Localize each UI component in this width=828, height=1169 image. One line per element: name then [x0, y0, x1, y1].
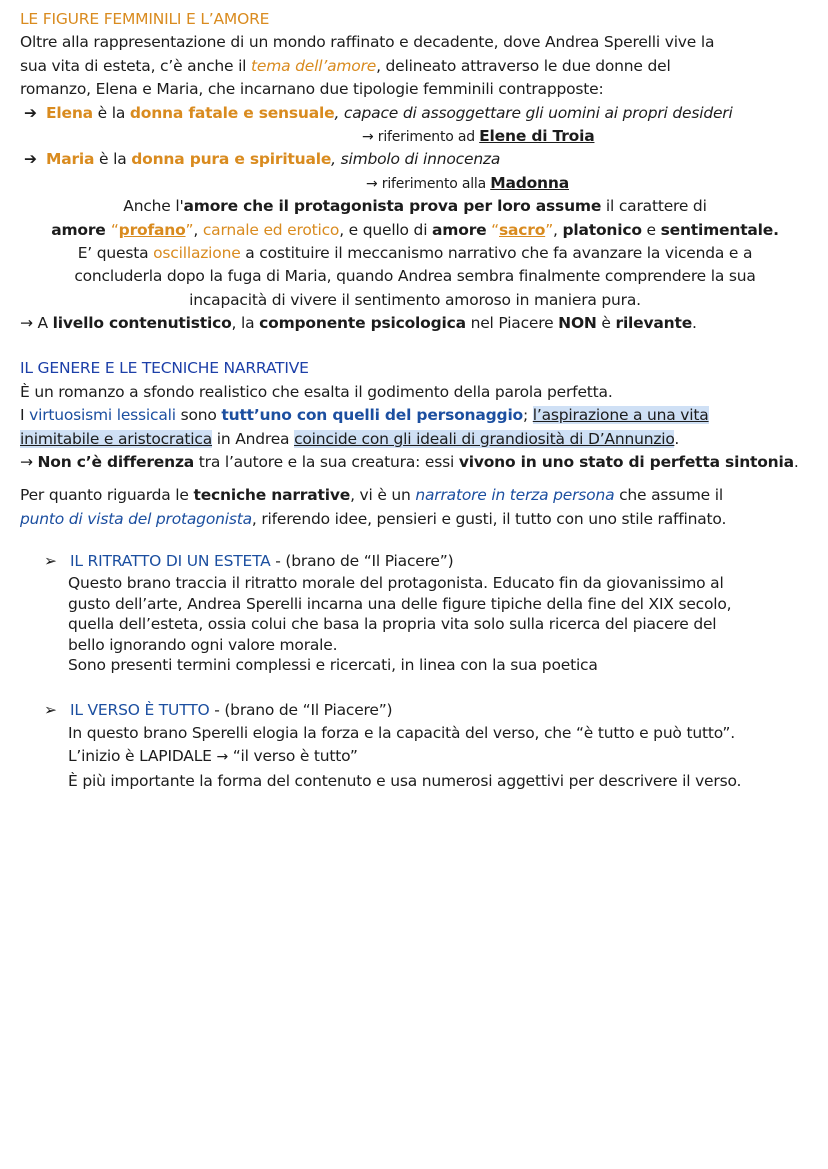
paragraph-line [20, 484, 810, 507]
text: , delineato attraverso le due donne del [376, 56, 671, 75]
paragraph-line [20, 55, 810, 78]
text-bold: amore [51, 220, 111, 239]
paragraph-block [20, 573, 810, 676]
paragraph-line [20, 404, 810, 427]
highlight-inimitabile: inimitabile e aristocratica [20, 429, 213, 448]
text: è la [92, 103, 130, 122]
document-page [20, 8, 810, 793]
text-bold: NON [558, 314, 597, 333]
text-bold: livello contenutistico [52, 314, 232, 333]
text: “ [486, 220, 500, 239]
paragraph-line: Oltre alla rappresentazione di un mondo raffinato e decadente, dove Andrea Sperelli vive la [20, 33, 715, 52]
subsection-ritratto-esteta [20, 549, 810, 573]
subsection-title: IL RITRATTO DI UN ESTETA [70, 552, 271, 571]
highlight-aspirazione: l’aspirazione a una vita [532, 406, 709, 425]
text: che assume il [614, 486, 723, 505]
triangle-bullet-icon: ➢ [44, 552, 57, 571]
term-virtuosismi: virtuosismi lessicali [29, 406, 176, 425]
text: “il verso è tutto” [227, 747, 358, 766]
paragraph-line: È un romanzo a sfondo realistico che esalta il godimento della parola perfetta. [20, 382, 613, 401]
text-bold: tecniche narrative [193, 486, 351, 505]
text: ” [545, 220, 554, 239]
text: - [270, 552, 286, 571]
text: , vi è un [350, 486, 416, 505]
term-sentimentale: sentimentale. [660, 220, 779, 239]
paragraph-line: È più importante la forma del contenuto e usa numerosi aggettivi per descrivere il verso. [68, 771, 742, 790]
paragraph-line [20, 312, 810, 335]
paragraph-line: In questo brano Sperelli elogia la forza e la capacità del verso, che “è tutto e può tutto”. [68, 723, 735, 742]
paragraph-line: romanzo, Elena e Maria, che incarnano due tipologie femminili contrapposte: [20, 80, 604, 99]
text: ” [185, 220, 194, 239]
text: (brano de “Il Piacere”) [224, 700, 393, 719]
text: è [596, 314, 616, 333]
paragraph-line: Sono presenti termini complessi e ricercati, in linea con la sua poetica [68, 656, 598, 675]
name-maria: Maria [46, 150, 95, 169]
paragraph-line: incapacità di vivere il sentimento amoroso in maniera pura. [189, 290, 641, 309]
text: “ [110, 220, 119, 239]
text: I [20, 406, 30, 425]
text: nel Piacere [465, 314, 559, 333]
text: , e quello di [339, 220, 433, 239]
text: . [674, 429, 680, 448]
text: , [553, 220, 563, 239]
type-elena: donna fatale e sensuale [129, 103, 335, 122]
text: è la [94, 150, 132, 169]
paragraph-line [20, 219, 810, 242]
name-elena: Elena [46, 103, 93, 122]
text-bold: componente psicologica [259, 314, 466, 333]
paragraph-line [20, 195, 810, 218]
paragraph-line: concluderla dopo la fuga di Maria, quando Andrea sembra finalmente comprendere la sua [74, 267, 756, 286]
text: Per quanto riguarda le [20, 486, 194, 505]
spacer [20, 676, 810, 698]
desc-elena: , capace di assoggettare gli uomini ai propri desideri [334, 103, 733, 122]
paragraph-line [68, 745, 810, 770]
paragraph-line: quella dell’esteta, ossia colui che basa la propria vita solo sulla ricerca del piacere del [68, 615, 717, 634]
text-bold: rilevante [615, 314, 693, 333]
paragraph-line: Questo brano traccia il ritratto morale del protagonista. Educato fin da giovanissimo al [68, 574, 724, 593]
ref-elene-di-troia: Elene di Troia [479, 126, 595, 145]
bullet-elena [20, 102, 810, 125]
text: → riferimento ad [362, 128, 480, 145]
text: a costituire il meccanismo narrativo che fa avanzare la vicenda e a [240, 243, 753, 262]
reference-elena [20, 125, 810, 148]
text: → A [20, 314, 53, 333]
bullet-maria [20, 148, 810, 171]
arrow-icon: → [216, 749, 228, 766]
text: sono [175, 406, 222, 425]
spacer [20, 474, 810, 484]
text: e [641, 220, 661, 239]
text: tra l’autore e la sua creatura: essi [194, 453, 459, 472]
paragraph-line [20, 451, 810, 474]
paragraph-block [20, 722, 810, 794]
type-maria: donna pura e spirituale [131, 150, 332, 169]
text-bold: amore che il protagonista prova per loro assume [183, 197, 602, 216]
text: sua vita di esteta, c’è anche il [20, 56, 252, 75]
text: . [793, 453, 799, 472]
subsection-title: IL VERSO È TUTTO [70, 700, 210, 719]
paragraph-line [20, 508, 810, 531]
paragraph-line [20, 242, 810, 265]
reference-maria [20, 172, 810, 195]
spacer [20, 531, 810, 549]
text-bold: vivono in uno stato di perfetta sintonia [458, 453, 794, 472]
paragraph-line [20, 428, 810, 451]
triangle-bullet-icon: ➢ [44, 700, 57, 719]
text: → [20, 453, 38, 472]
text-bold: amore [432, 220, 487, 239]
text: Anche l' [123, 197, 184, 216]
term-profano: profano [118, 220, 186, 239]
arrow-right-icon: ➔ [24, 150, 37, 169]
term-sacro: sacro [499, 220, 546, 239]
text: . [692, 314, 697, 333]
text: L’inizio è LAPIDALE [68, 747, 217, 766]
text-bold: Non c’è differenza [37, 453, 195, 472]
text: in Andrea [212, 429, 295, 448]
term-punto-di-vista: punto di vista del protagonista [20, 509, 252, 528]
text: ; [523, 406, 533, 425]
subsection-verso-tutto [20, 698, 810, 722]
term-tuttuno: tutt’uno con quelli del personaggio [221, 406, 524, 425]
text: il carattere di [601, 197, 707, 216]
section-title-genere-tecniche: IL GENERE E LE TECNICHE NARRATIVE [20, 359, 309, 378]
text: E’ questa [77, 243, 154, 262]
ref-madonna: Madonna [490, 173, 569, 192]
spacer [20, 335, 810, 357]
text: → riferimento alla [366, 175, 491, 192]
text: - [209, 700, 225, 719]
paragraph-line: gusto dell’arte, Andrea Sperelli incarna una delle figure tipiche della fine del XIX secolo, [68, 594, 732, 613]
term-narratore: narratore in terza persona [415, 486, 615, 505]
term-platonico: platonico [562, 220, 642, 239]
desc-maria: , simbolo di innocenza [331, 150, 501, 169]
text: , la [231, 314, 260, 333]
text: , [193, 220, 203, 239]
section-title-figure-femminili: LE FIGURE FEMMINILI E L’AMORE [20, 10, 270, 28]
term-carnale-erotico: carnale ed erotico [202, 220, 340, 239]
text: (brano de “Il Piacere”) [285, 552, 454, 571]
term-oscillazione: oscillazione [153, 243, 241, 262]
highlight-tema-amore: tema dell’amore [251, 56, 377, 75]
paragraph-line: bello ignorando ogni valore morale. [68, 635, 338, 654]
highlight-coincide: coincide con gli ideali di grandiosità di D’Annunzio [294, 429, 675, 448]
text: , riferendo idee, pensieri e gusti, il tutto con uno stile raffinato. [251, 509, 727, 528]
arrow-right-icon: ➔ [24, 103, 37, 122]
